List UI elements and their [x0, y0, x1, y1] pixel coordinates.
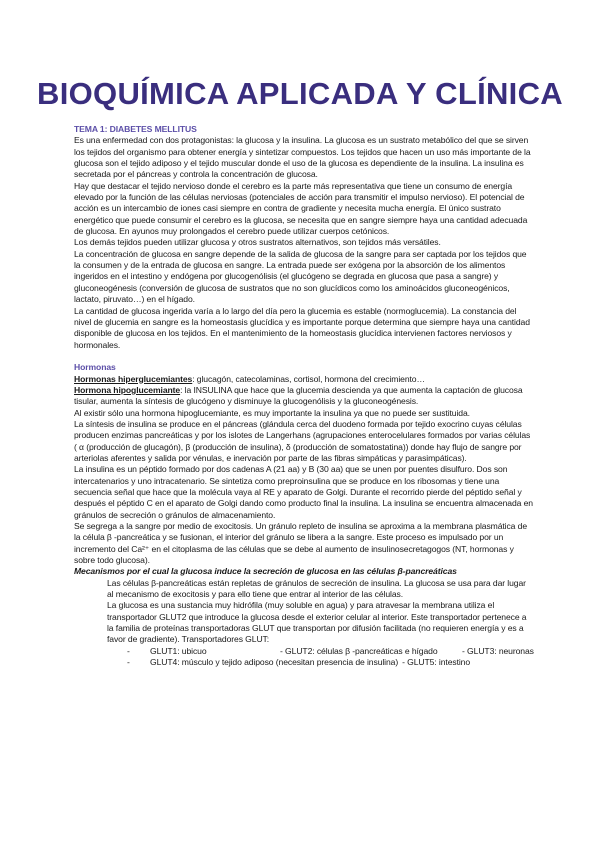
hyperglycemic-hormones-line: [74, 374, 534, 385]
spacer: [74, 351, 534, 362]
list-item: [127, 646, 534, 657]
hypoglycemic-text: : la INSULINA que hace que la glucemia descienda ya que aumenta la captación de glucosa tisular, aumenta la síntesis de glucógeno y disminuye la glucogenólisis y la gluconeogénesis.: [74, 384, 523, 407]
indented-paragraph: La glucosa es una sustancia muy hidrófila (muy soluble en agua) y para atravesar la membrana utiliza el transportador GLUT2 que introduce la glucosa desde el exterior celular al interior. Este transportador pertenece a la familia de proteínas transportadoras GLUT que transportan por difusión facilitada (no requieren energía y es a favor de gradiente). Transportadores GLUT:: [107, 600, 527, 645]
indented-paragraph: Las células β-pancreáticas están repletas de gránulos de secreción de insulina. La glucosa se usa para dar lugar al mecanismo de exocitosis y para ello tiene que entrar al interior de las células.: [107, 577, 526, 600]
paragraph: La insulina es un péptido formado por dos cadenas A (21 aa) y B (30 aa) que se unen por puentes disulfuro. Dos son intercatenarios y uno intracatenario. Se sintetiza como preproinsulina que se produce en los ribosomas y tiene una secuencia señal que hace que la molécula vaya al RE y aparato de Golgi. Durante el recorrido pierde del péptido señal y después el péptido C en el aparato de Golgi dando como producto final la insulina. La insulina se encuentra almacenada en gránulos de secreción o gránulos de almacenamiento.: [74, 464, 533, 520]
paragraph: Es una enfermedad con dos protagonistas: la glucosa y la insulina. La glucosa es un sustrato metabólico del que se sirven los tejidos del organismo para obtener energía y sintetizar compuestos. Los tejidos que hacen un uso más importante de la glucosa son el tejido adiposo y el tejido muscular donde el uso de la glucosa es dependiente de la insulina. La insulina es secretada por el páncreas y controla la concentración de glucosa.: [74, 135, 531, 180]
section-heading-hormonas: Hormonas: [74, 362, 116, 373]
bullet-dash: -: [127, 645, 130, 656]
hypoglycemic-label: Hormona hipoglucemiante: [74, 384, 181, 395]
paragraph: Al existir sólo una hormona hipoglucemiante, es muy importante la insulina ya que no puede ser sustituida.: [74, 407, 470, 418]
glut-transporter-list: [74, 646, 534, 669]
hypoglycemic-hormone-line: [74, 385, 534, 408]
paragraph: Se segrega a la sangre por medio de exocitosis. Un gránulo repleto de insulina se aproxima a la membrana plasmática de la célula β -pancreática y se fusionan, el interior del gránulo se libera a la sangre. Este proceso es impulsado por un incremento del Ca²⁺ en el citoplasma de las células que se debe al aumento de insulinosecretagogos (NT, hormonas y sobre todo glucosa).: [74, 521, 528, 566]
paragraph: La síntesis de insulina se produce en el páncreas (glándula cerca del duodeno formada por tejido exocrino cuyas células producen enzimas pancreáticas y por los islotes de Langerhans (agrupaciones enterocelulares formados por varias células ( α (producción de glucagón), β (producción de insulina), δ (producción de somatostatina)) donde hay flujo de sangre por arteriolas aferentes y salida por vénulas, e inervación por parte de las fibras simpáticas y parasimpáticas).: [74, 418, 531, 463]
glut-entry: GLUT1: ubicuo: [150, 645, 207, 656]
glut-entry: - GLUT5: intestino: [402, 657, 471, 668]
document-body: [74, 124, 534, 669]
paragraph: La concentración de glucosa en sangre depende de la salida de glucosa de la sangre para ser captada por los tejidos que la consumen y de la entrada de glucosa en sangre. La entrada puede ser exógena por la absorción de los alimentos ingeridos en el intestino y endógena por glucogenólisis (el glucógeno se degrada en glucosa que pasa a sangre) y gluconeogénesis (conversión de glucosa de sustratos que no son glucídicos como los aminoácidos gluconeogénicos, lactato, piruvato…) en el hígado.: [74, 248, 527, 305]
list-item: [127, 657, 534, 668]
hyperglycemic-label: Hormonas hiperglucemiantes: [74, 373, 193, 384]
paragraph: Los demás tejidos pueden utilizar glucosa y otros sustratos alternativos, son tejidos más versátiles.: [74, 237, 441, 248]
bullet-dash: -: [127, 657, 130, 668]
glut-entry: - GLUT3: neuronas: [462, 645, 534, 656]
paragraph: La cantidad de glucosa ingerida varía a lo largo del día pero la glucemia es estable (normoglucemia). La constancia del nivel de glucemia en sangre es la homeostasis glucídica y es importante porque determina que siempre haya una cantidad disponible de glucosa en los tejidos. En el mantenimiento de la homeostasis glucídica intervienen factores nerviosos y hormonales.: [74, 305, 530, 350]
hyperglycemic-text: : glucagón, catecolaminas, cortisol, hormona del crecimiento…: [192, 373, 425, 384]
section-heading-diabetes: TEMA 1: DIABETES MELLITUS: [74, 124, 197, 134]
mechanism-heading: Mecanismos por el cual la glucosa induce la secreción de glucosa en las células β-pancreáticas: [74, 566, 457, 577]
glut-entry: GLUT4: músculo y tejido adiposo (necesitan presencia de insulina): [150, 657, 399, 668]
paragraph: Hay que destacar el tejido nervioso donde el cerebro es la parte más representativa que tiene un consumo de energía elevado por la función de las células nerviosas (potenciales de acción para transmitir el impulso nervioso). El potencial de acción es un intercambio de iones casi siempre en contra de gradiente y necesita mucha energía. El único sustrato energético que puede consumir el cerebro es la glucosa, se necesita que en sangre siempre haya una cantidad adecuada de glucosa. En ayunos muy prolongados el cerebro puede utilizar cuerpos cetónicos.: [74, 180, 528, 237]
glut-entry: - GLUT2: células β -pancreáticas e hígado: [280, 645, 438, 656]
document-title: BIOQUÍMICA APLICADA Y CLÍNICA: [37, 76, 563, 111]
